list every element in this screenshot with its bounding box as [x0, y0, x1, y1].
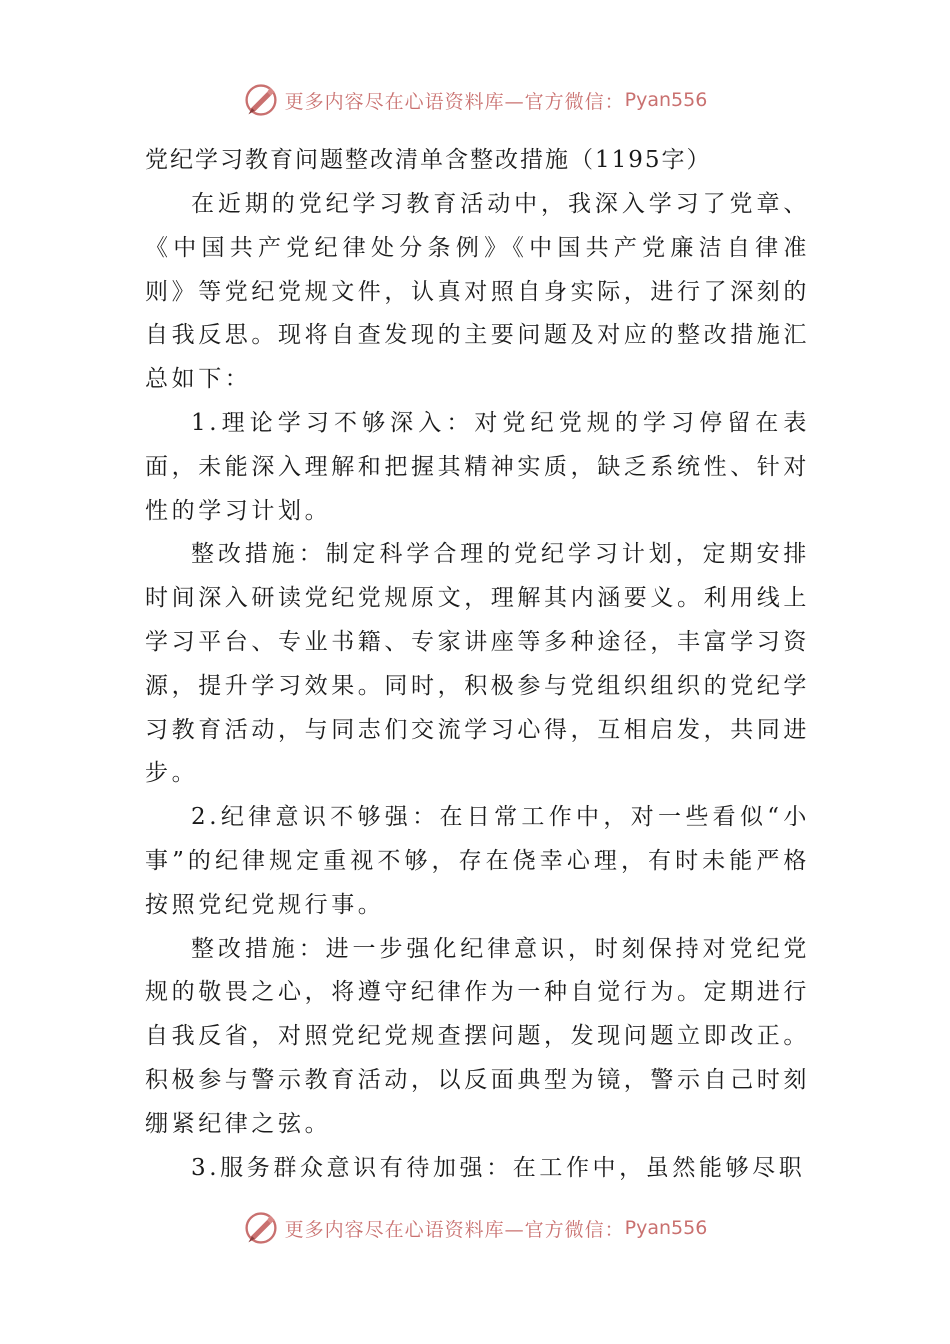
watermark-wechat-id: Pyan556 [624, 1217, 708, 1239]
paragraph-measure-1: 整改措施：制定科学合理的党纪学习计划，定期安排时间深入研读党纪党规原文，理解其内涵要义。利用线上学习平台、专业书籍、专家讲座等多种途径，丰富学习资源，提升学习效果。同时，积极参与党组织组织的党纪学习教育活动，与同志们交流学习心得，互相启发，共同进步。 [145, 541, 810, 787]
watermark-wechat-id: Pyan556 [624, 89, 708, 111]
watermark-text: 更多内容尽在心语资料库—官方微信： [284, 90, 625, 113]
paragraph-intro: 在近期的党纪学习教育活动中，我深入学习了党章、《中国共产党纪律处分条例》《中国共产党廉洁自律准则》等党纪党规文件，认真对照自身实际，进行了深刻的自我反思。现将自查发现的主要问题及对应的整改措施汇总如下： [145, 191, 810, 393]
header-watermark [0, 80, 950, 120]
pen-logo-icon [243, 1210, 279, 1246]
pen-logo-icon [243, 82, 279, 118]
document-title: 党纪学习教育问题整改清单含整改措施（1195字） [145, 147, 712, 173]
paragraph-issue-1: 1.理论学习不够深入：对党纪党规的学习停留在表面，未能深入理解和把握其精神实质，缺乏系统性、针对性的学习计划。 [145, 409, 810, 524]
watermark-text: 更多内容尽在心语资料库—官方微信： [284, 1218, 625, 1241]
paragraph-issue-3: 3.服务群众意识有待加强：在工作中，虽然能够尽职 [191, 1154, 806, 1181]
document-body [145, 140, 810, 1190]
paragraph-measure-2: 整改措施：进一步强化纪律意识，时刻保持对党纪党规的敬畏之心，将遵守纪律作为一种自觉行为。定期进行自我反省，对照党纪党规查摆问题，发现问题立即改正。积极参与警示教育活动，以反面典型为镜，警示自己时刻绷紧纪律之弦。 [145, 935, 810, 1137]
footer-watermark [0, 1208, 950, 1248]
paragraph-issue-2: 2.纪律意识不够强：在日常工作中，对一些看似“小事”的纪律规定重视不够，存在侥幸心理，有时未能严格按照党纪党规行事。 [145, 804, 810, 918]
